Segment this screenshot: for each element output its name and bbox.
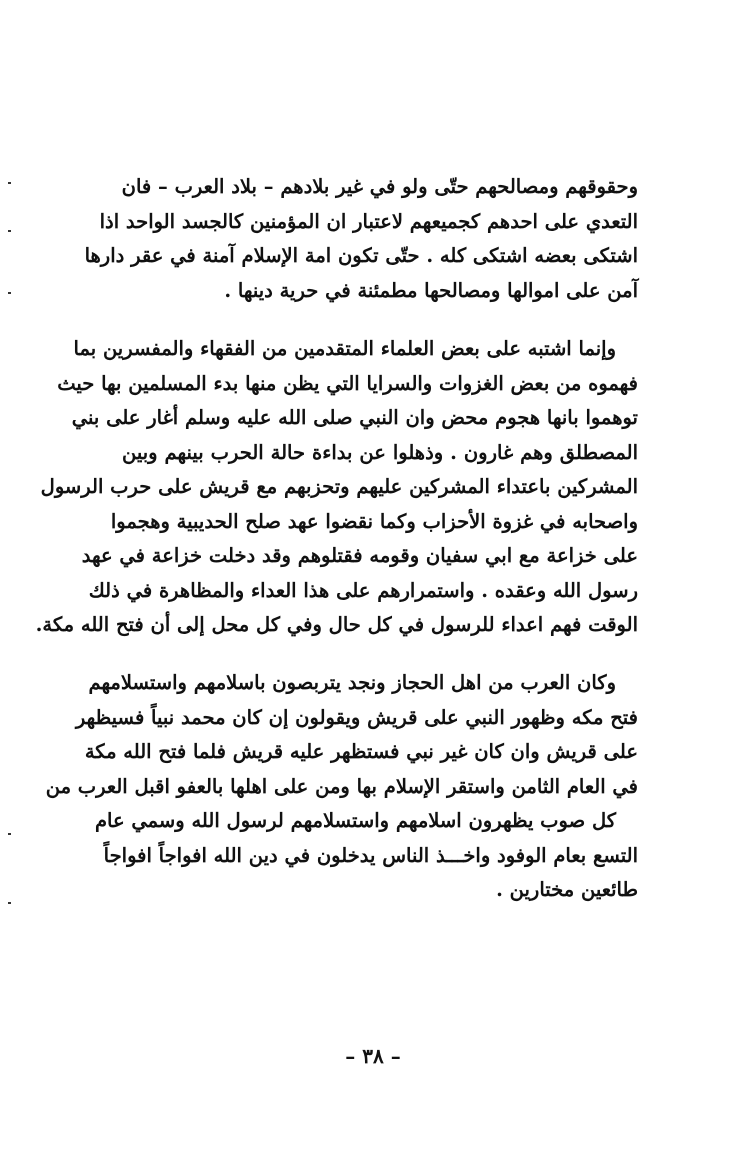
text-line: وحقوقهم ومصالحهم حتّى ولو في غير بلادهم – بلاد العرب – فان [121,175,638,198]
paragraph-1 [84,170,638,308]
scan-edge-mark [8,292,11,294]
text-line: طائعين مختارين . [496,878,638,901]
text-line: وإنما اشتبه على بعض العلماء المتقدمين من الفقهاء والمفسرين بما [73,337,616,360]
text-line: اشتكى بعضه اشتكى كله . حتّى تكون امة الإسلام آمنة في عقر دارها [84,244,638,267]
scan-edge-mark [8,833,11,835]
scan-edge-mark [8,230,11,232]
text-line: كل صوب يظهرون اسلامهم واستسلامهم لرسول الله وسمي عام [94,809,616,832]
text-line: المصطلق وهم غارون . وذهلوا عن بداءة حالة الحرب بينهم وبين [122,440,638,464]
text-line: الوقت فهم اعداء للرسول في كل حال وفي كل محل إلى أن فتح الله مكة. [35,613,638,636]
scan-edge-mark [8,902,11,904]
page-number: – ٣٨ – [345,1044,401,1068]
text-line: توهموا بانها هجوم محض وان النبي صلى الله عليه وسلم أغار على بني [71,406,638,429]
scan-edge-mark [8,182,11,184]
text-line: رسول الله وعقده . واستمرارهم على هذا العداء والمظاهرة في ذلك [88,578,638,602]
text-line: وكان العرب من اهل الحجاز ونجد يتربصون باسلامهم واستسلامهم [88,671,616,694]
paragraph-3 [45,666,638,908]
text-line: المشركين باعتداء المشركين عليهم وتحزبهم مع قريش على حرب الرسول [40,475,638,498]
text-line: في العام الثامن واستقر الإسلام بها ومن على اهلها بالعفو اقبل العرب من [45,774,638,798]
text-line: آمن على اموالها ومصالحها مطمئنة في حرية دينها . [224,278,638,302]
text-line: التسع بعام الوفود واخـــذ الناس يدخلون في دين الله افواجاً افواجاً [103,843,638,867]
text-line: على قريش وان كان غير نبي فستظهر عليه قريش فلما فتح الله مكة [84,740,638,763]
text-line: التعدي على احدهم كجميعهم لاعتبار ان المؤمنين كالجسد الواحد اذا [99,209,638,233]
paragraph-2 [35,332,638,643]
text-line: فهموه من بعض الغزوات والسرايا التي يظن منها بدء المسلمين بها حيث [57,371,638,395]
text-line: على خزاعة مع ابي سفيان وقومه فقتلوهم وقد دخلت خزاعة في عهد [81,544,638,567]
text-line: واصحابه في غزوة الأحزاب وكما نقضوا عهد صلح الحديبية وهجموا [110,509,638,533]
text-line: فتح مكه وظهور النبي على قريش ويقولون إن كان محمد نبياً فسيظهر [75,705,638,729]
